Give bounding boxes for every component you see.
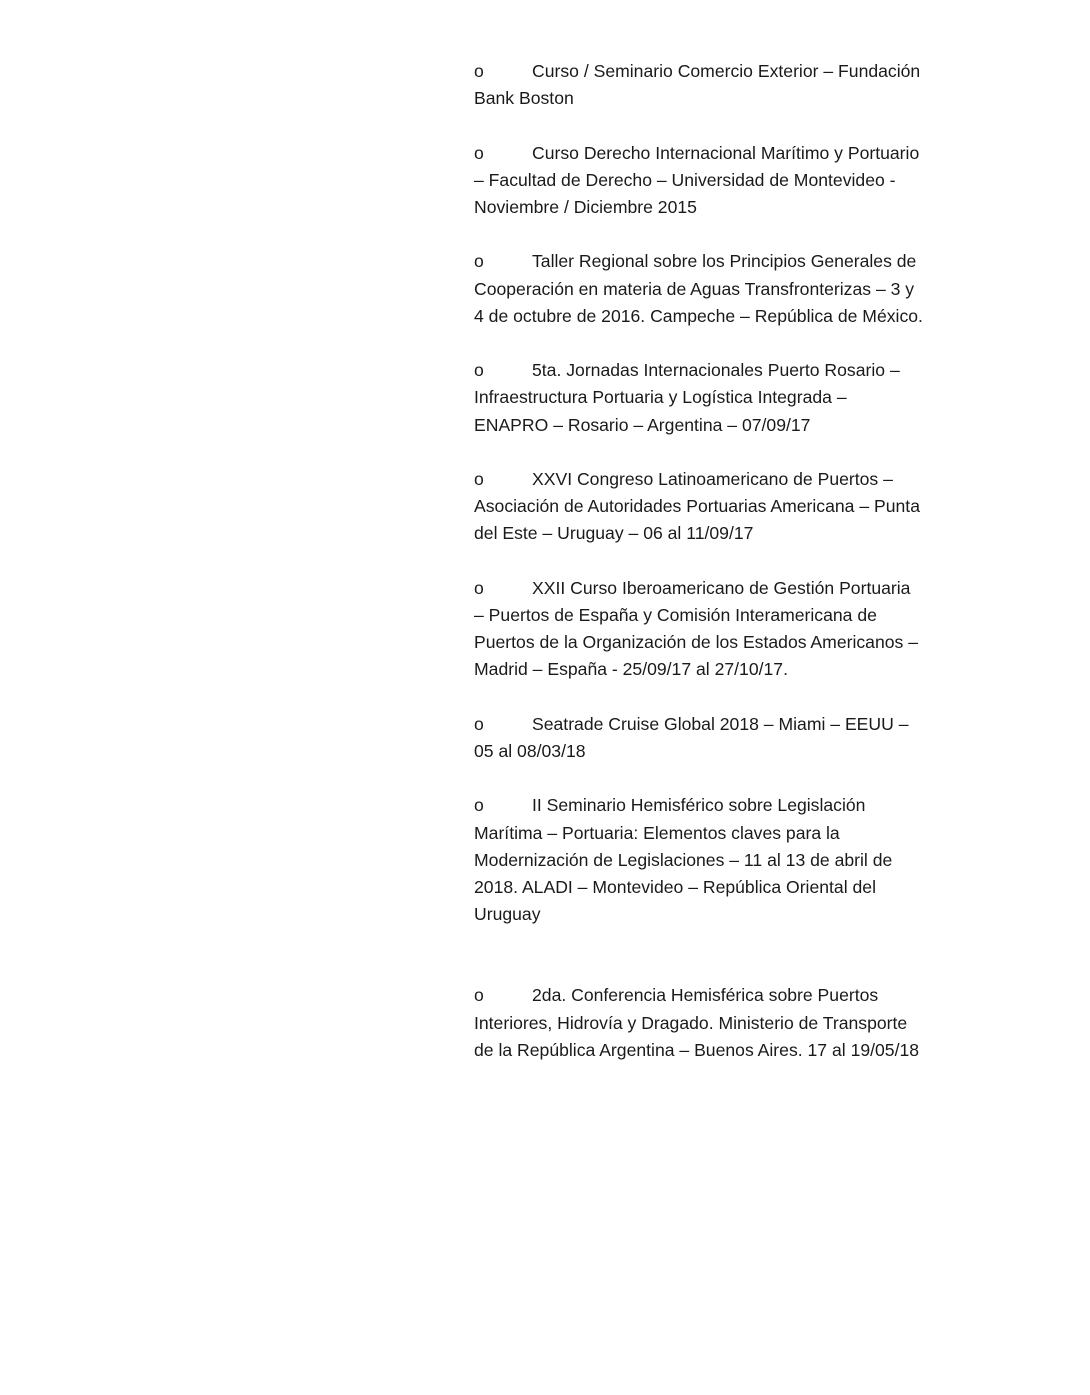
bullet-marker: o bbox=[474, 61, 484, 81]
list-item-text: XXVI Congreso Latinoamericano de Puertos – Asociación de Autoridades Portuarias Americana – Punta del Este – Uruguay – 06 al 11/09/17 bbox=[474, 468, 920, 544]
bullet-marker: o bbox=[474, 360, 484, 381]
list-item bbox=[474, 575, 924, 684]
list-item bbox=[474, 248, 924, 330]
list-item-text: 5ta. Jornadas Internacionales Puerto Rosario – Infraestructura Portuaria y Logística Integrada – ENAPRO – Rosario – Argentina – 07/09/17 bbox=[474, 360, 900, 435]
list-item-text: Curso Derecho Internacional Marítimo y Portuario – Facultad de Derecho – Universidad de Montevideo - Noviembre / Diciembre 2015 bbox=[474, 142, 920, 217]
list-item bbox=[474, 466, 924, 548]
list-item-text: XXII Curso Iberoamericano de Gestión Portuaria – Puertos de España y Comisión Interamericana de Puertos de la Organización de los Estados Americanos – Madrid – España - 25/09/17 al 27/10/17. bbox=[474, 577, 919, 680]
bullet-marker: o bbox=[474, 713, 484, 734]
list-item-text: Seatrade Cruise Global 2018 – Miami – EEUU – 05 al 08/03/18 bbox=[474, 713, 909, 761]
bullet-marker: o bbox=[474, 251, 484, 272]
bullet-marker: o bbox=[474, 468, 484, 489]
bullet-marker: o bbox=[474, 142, 484, 163]
list-item bbox=[474, 792, 924, 928]
list-item bbox=[474, 140, 924, 222]
list-item bbox=[474, 711, 924, 765]
list-item bbox=[474, 357, 924, 439]
bullet-marker: o bbox=[474, 985, 484, 1006]
list-item bbox=[474, 58, 924, 112]
list-item-text: Curso / Seminario Comercio Exterior – Fundación Bank Boston bbox=[474, 61, 921, 109]
events-list bbox=[474, 58, 924, 1091]
bullet-marker: o bbox=[474, 577, 484, 598]
list-item bbox=[474, 982, 924, 1064]
list-item-text: II Seminario Hemisférico sobre Legislación Marítima – Portuaria: Elementos claves para la Modernización de Legislaciones – 11 al 13 de abril de 2018. ALADI – Montevideo – República Oriental del Uruguay bbox=[474, 795, 893, 925]
list-item-text: 2da. Conferencia Hemisférica sobre Puertos Interiores, Hidrovía y Dragado. Ministerio de Transporte de la República Argentina – Buenos Aires. 17 al 19/05/18 bbox=[474, 985, 920, 1060]
bullet-marker: o bbox=[474, 795, 484, 816]
list-item-text: Taller Regional sobre los Principios Generales de Cooperación en materia de Aguas Transfronterizas – 3 y 4 de octubre de 2016. Campeche – República de México. bbox=[474, 251, 923, 326]
